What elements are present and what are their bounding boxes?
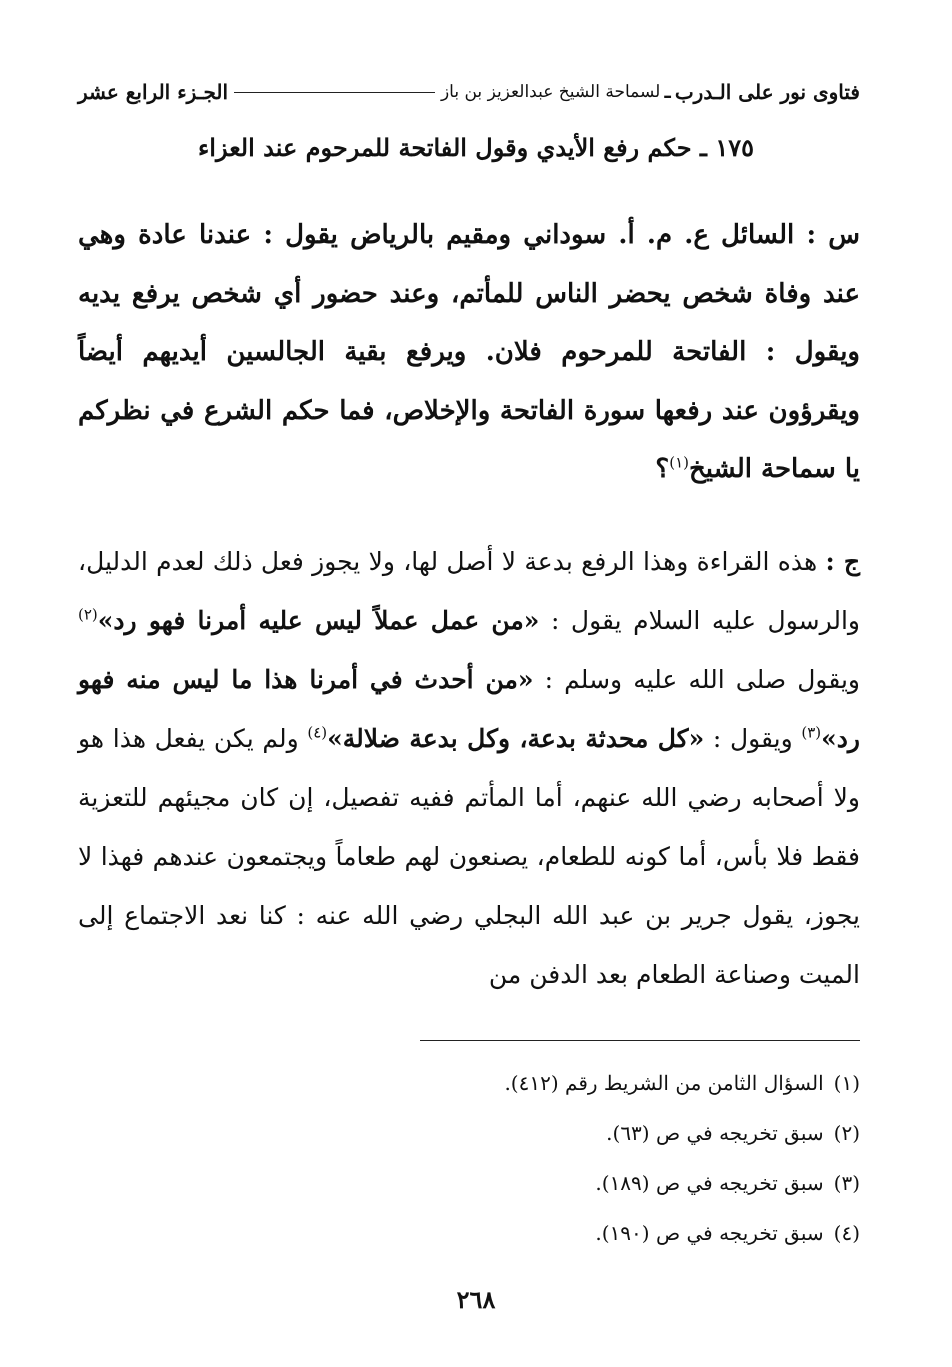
footnote-ref-1: (١) bbox=[669, 453, 690, 472]
header-rule bbox=[234, 92, 435, 93]
footnote-item bbox=[78, 1108, 860, 1158]
author-name: لسماحة الشيخ عبدالعزيز بن باز bbox=[440, 82, 661, 102]
footnote-number: (٤) bbox=[833, 1221, 860, 1245]
footnote-number: (٢) bbox=[833, 1121, 860, 1145]
running-header bbox=[78, 78, 860, 106]
footnote-text: سبق تخريجه في ص (١٩٠). bbox=[595, 1221, 824, 1245]
footnote-ref-4: (٤) bbox=[307, 723, 328, 742]
answer-text-4: ولم يكن يفعل هذا هو ولا أصحابه رضي الله عنهم، أما المأتم ففيه تفصيل، إن كان مجيئهم للتعزية فقط فلا بأس، أما كونه للطعام، يصنعون لهم طعاماً ويجتمعون عندهم فهذا لا يجوز، يقول جرير بن عبد الله البجلي رضي الله عنه : كنا نعد الاجتماع إلى الميت وصناعة الطعام بعد الدفن من bbox=[78, 724, 860, 989]
question-paragraph bbox=[78, 206, 860, 499]
book-title: فتاوى نور على الـدرب bbox=[674, 80, 860, 104]
question-text: السائل ع. م. أ. سوداني ومقيم بالرياض يقول : عندنا عادة وهي عند وفاة شخص يحضر الناس للمأتم، وعند حضور أي شخص يرفع يديه ويقول : الفاتحة للمرحوم فلان. ويرفع بقية الجالسين أيديهم أيضاً ويقرؤون عند رفعها سورة الفاتحة والإخلاص، فما حكم الشرع في نظركم يا سماحة الشيخ bbox=[78, 220, 860, 484]
footnote-text: السؤال الثامن من الشريط رقم (٤١٢). bbox=[504, 1071, 824, 1095]
question-label: س : bbox=[806, 220, 860, 250]
footnote-item bbox=[78, 1208, 860, 1258]
volume-label: الجـزء الرابع عشر bbox=[78, 80, 229, 104]
footnote-ref-3: (٣) bbox=[801, 723, 822, 742]
footnote-number: (٣) bbox=[833, 1171, 860, 1195]
footnote-text: سبق تخريجه في ص (٦٣). bbox=[606, 1121, 824, 1145]
hadith-quote-1: «من عمل عملاً ليس عليه أمرنا فهو رد» bbox=[97, 606, 540, 635]
footnote-item bbox=[78, 1158, 860, 1208]
footnote-item bbox=[78, 1058, 860, 1108]
footnote-divider bbox=[420, 1040, 860, 1041]
hadith-quote-3: «كل محدثة بدعة، وكل بدعة ضلالة» bbox=[327, 724, 705, 753]
hadith-quote-2: «من أحدث في أمرنا هذا ما ليس منه فهو رد» bbox=[78, 665, 860, 753]
header-separator: ـ bbox=[664, 81, 671, 103]
answer-text-2: ويقول صلى الله عليه وسلم : bbox=[544, 665, 861, 694]
answer-label: ج : bbox=[825, 547, 860, 576]
chapter-title: ١٧٥ ـ حكم رفع الأيدي وقول الفاتحة للمرحوم عند العزاء bbox=[198, 133, 754, 162]
footnotes bbox=[78, 1058, 860, 1258]
question-end: ؟ bbox=[655, 454, 670, 484]
footnote-ref-2: (٢) bbox=[78, 605, 98, 624]
answer-paragraph bbox=[78, 532, 860, 1004]
page-number: ٢٦٨ bbox=[456, 1285, 496, 1314]
answer-text-1: هذه القراءة وهذا الرفع بدعة لا أصل لها، ولا يجوز فعل ذلك لعدم الدليل، والرسول عليه السلام يقول : bbox=[78, 547, 860, 635]
footnote-text: سبق تخريجه في ص (١٨٩). bbox=[595, 1171, 824, 1195]
footnote-number: (١) bbox=[833, 1071, 860, 1095]
answer-text-3: ويقول : bbox=[712, 724, 793, 753]
